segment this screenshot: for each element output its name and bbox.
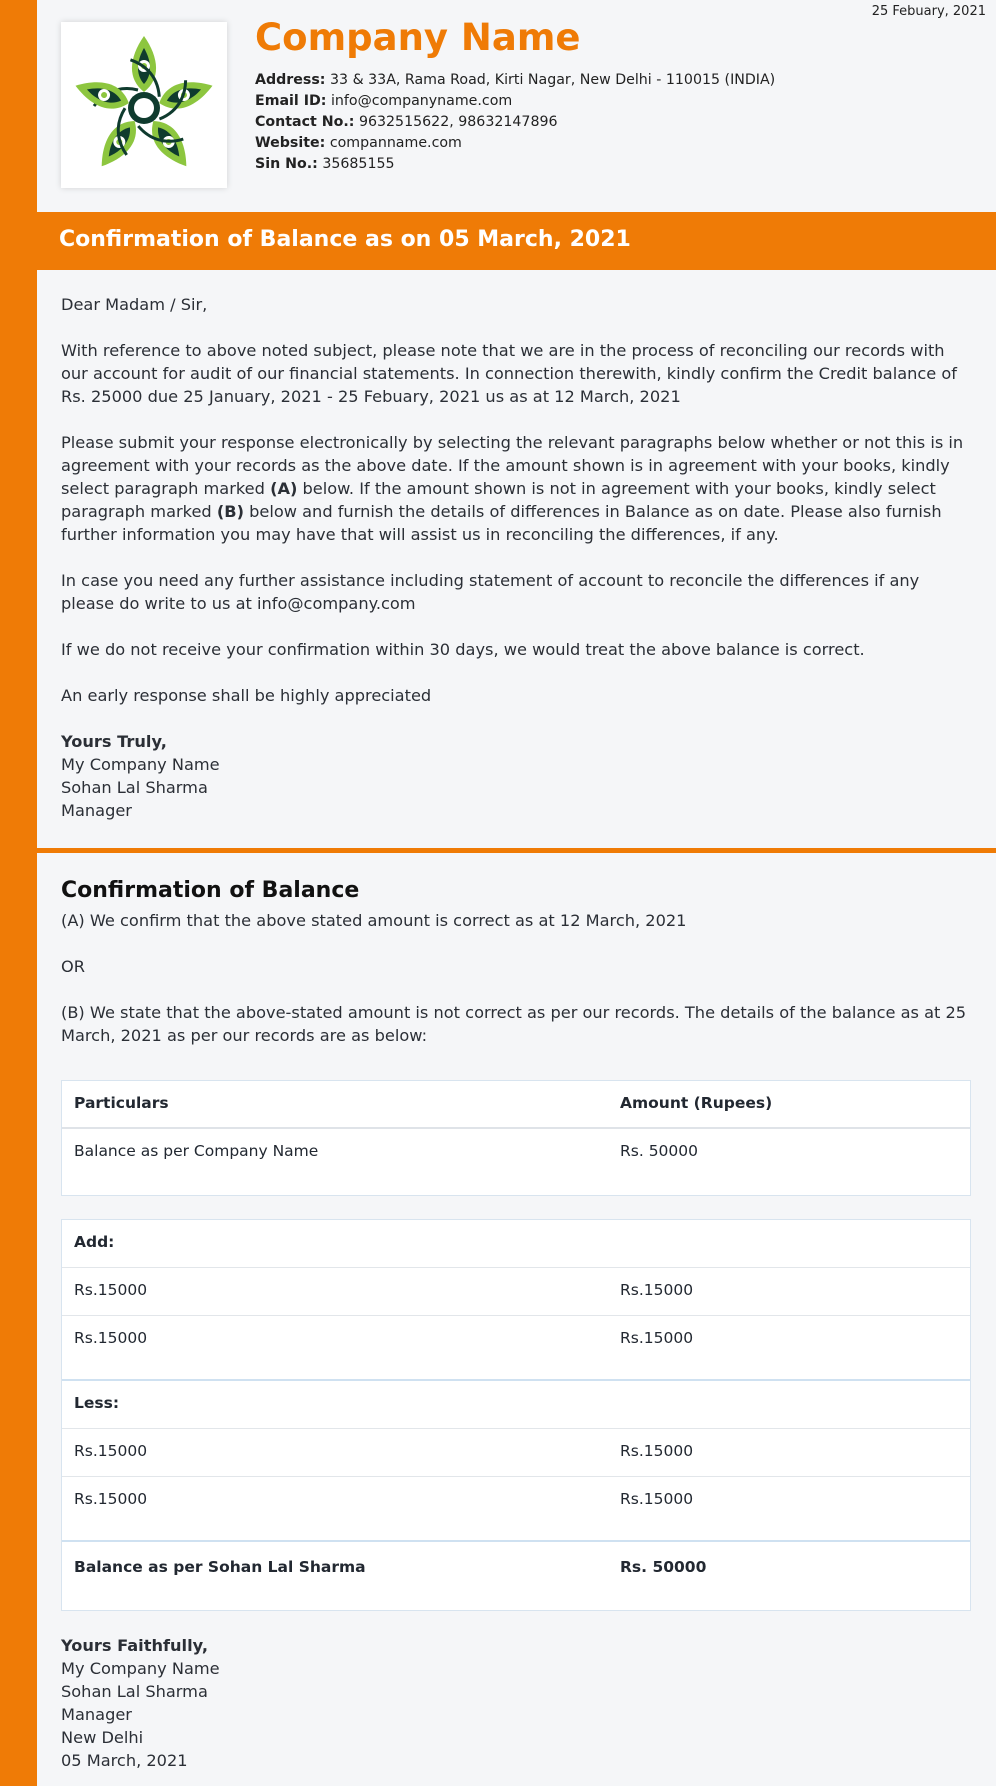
- sign-role: Manager: [61, 801, 132, 820]
- less-header-row: [62, 1381, 970, 1429]
- website-label: Website:: [255, 135, 326, 151]
- sin-value: 35685155: [322, 156, 395, 172]
- less-amount: Rs.15000: [620, 1490, 694, 1508]
- contact-value: 9632515622, 98632147896: [358, 114, 558, 130]
- paragraph-2: [61, 431, 971, 546]
- letter-page: [37, 0, 996, 1786]
- option-b[interactable]: (B) We state that the above-stated amount is not correct as per our records. The details of the balance as at 25 March, 2021 as per our records are as below:: [61, 1003, 967, 1045]
- total-label: Balance as per Sohan Lal Sharma: [74, 1558, 366, 1576]
- closing-name: Sohan Lal Sharma: [61, 1682, 208, 1701]
- salutation: Dear Madam / Sir,: [61, 295, 208, 314]
- sin-line: [255, 154, 775, 175]
- less-amount: Rs.15000: [620, 1442, 694, 1460]
- header-date: 25 Febuary, 2021: [871, 4, 986, 19]
- email-label: Email ID:: [255, 93, 327, 109]
- col-particulars: Particulars: [74, 1094, 169, 1112]
- mark-b: (B): [216, 502, 244, 521]
- paragraph-2-text-b: below. If the amount shown is not in agreement with your books, kindly select paragraph marked: [61, 479, 936, 521]
- email-line: [255, 91, 775, 112]
- table-row: [62, 1316, 970, 1381]
- paragraph-2-text-a: Please submit your response electronically by selecting the relevant paragraphs below whether or not this is in agreement with your records as the above date. If the amount shown is in agreement with your books, kindly select paragraph marked: [61, 433, 964, 498]
- paragraph-2-text-c: below and furnish the details of differences in Balance as on date. Please also furnish further information you may have that will assist us in reconciling the differences, if any.: [61, 502, 942, 544]
- flower-logo-icon: [61, 22, 227, 188]
- confirmation-title: Confirmation of Balance: [61, 878, 360, 903]
- email-value: info@companyname.com: [330, 93, 513, 109]
- add-amount: Rs.15000: [620, 1329, 694, 1347]
- paragraph-1: With reference to above noted subject, please note that we are in the process of reconciling our records with our account for audit of our financial statements. In connection therewith, kindly confirm the Credit balance of Rs. 25000 due 25 January, 2021 - 25 Febuary, 2021 us as at 12 March, 2021: [61, 341, 957, 406]
- company-logo: [61, 22, 227, 188]
- less-particular: Rs.15000: [74, 1442, 148, 1460]
- total-amount: Rs. 50000: [620, 1558, 707, 1576]
- table-row: [62, 1429, 970, 1477]
- add-particular: Rs.15000: [74, 1329, 148, 1347]
- balance-table: [61, 1080, 971, 1196]
- closing-company: My Company Name: [61, 1659, 220, 1678]
- table-header-row: [62, 1081, 970, 1129]
- mark-a: (A): [270, 479, 298, 498]
- banner-title: Confirmation of Balance as on 05 March, 2021: [59, 227, 631, 252]
- letter-body: [61, 293, 971, 822]
- closing-title: Yours Faithfully,: [61, 1636, 209, 1655]
- col-amount: Amount (Rupees): [620, 1094, 773, 1112]
- less-label: Less:: [74, 1394, 120, 1412]
- title-banner: [37, 212, 996, 270]
- table-row: [62, 1477, 970, 1542]
- row-label: Balance as per Company Name: [74, 1142, 319, 1160]
- confirmation-section: [61, 878, 973, 1070]
- sign-title: Yours Truly,: [61, 732, 167, 751]
- left-accent-stripe: [0, 0, 37, 1786]
- address-line: [255, 70, 775, 91]
- adjustments-table: [61, 1219, 971, 1611]
- add-header-row: [62, 1220, 970, 1268]
- total-row: [62, 1542, 970, 1602]
- table-row: [62, 1129, 970, 1177]
- row-amount: Rs. 50000: [620, 1142, 699, 1160]
- address-label: Address:: [255, 72, 326, 88]
- website-value: companname.com: [329, 135, 462, 151]
- less-particular: Rs.15000: [74, 1490, 148, 1508]
- paragraph-5: An early response shall be highly appreciated: [61, 686, 432, 705]
- or-separator: OR: [61, 957, 85, 976]
- table-row: [62, 1268, 970, 1316]
- sin-label: Sin No.:: [255, 156, 318, 172]
- signature-block: [61, 730, 971, 822]
- add-label: Add:: [74, 1233, 115, 1251]
- closing-date: 05 March, 2021: [61, 1751, 188, 1770]
- paragraph-4: If we do not receive your confirmation within 30 days, we would treat the above balance is correct.: [61, 640, 865, 659]
- sign-name: Sohan Lal Sharma: [61, 778, 208, 797]
- paragraph-3: In case you need any further assistance including statement of account to reconcile the differences if any please do write to us at info@company.com: [61, 571, 920, 613]
- address-value: 33 & 33A, Rama Road, Kirti Nagar, New Delhi - 110015 (INDIA): [330, 72, 776, 88]
- sign-company: My Company Name: [61, 755, 220, 774]
- closing-signature: [61, 1634, 220, 1772]
- contact-label: Contact No.:: [255, 114, 355, 130]
- option-a[interactable]: (A) We confirm that the above stated amount is correct as at 12 March, 2021: [61, 911, 687, 930]
- add-amount: Rs.15000: [620, 1281, 694, 1299]
- company-contact-info: [255, 70, 775, 175]
- closing-role: Manager: [61, 1705, 132, 1724]
- closing-place: New Delhi: [61, 1728, 144, 1747]
- contact-line: [255, 112, 775, 133]
- website-line: [255, 133, 775, 154]
- company-name: Company Name: [255, 16, 581, 59]
- add-particular: Rs.15000: [74, 1281, 148, 1299]
- section-divider: [37, 848, 996, 853]
